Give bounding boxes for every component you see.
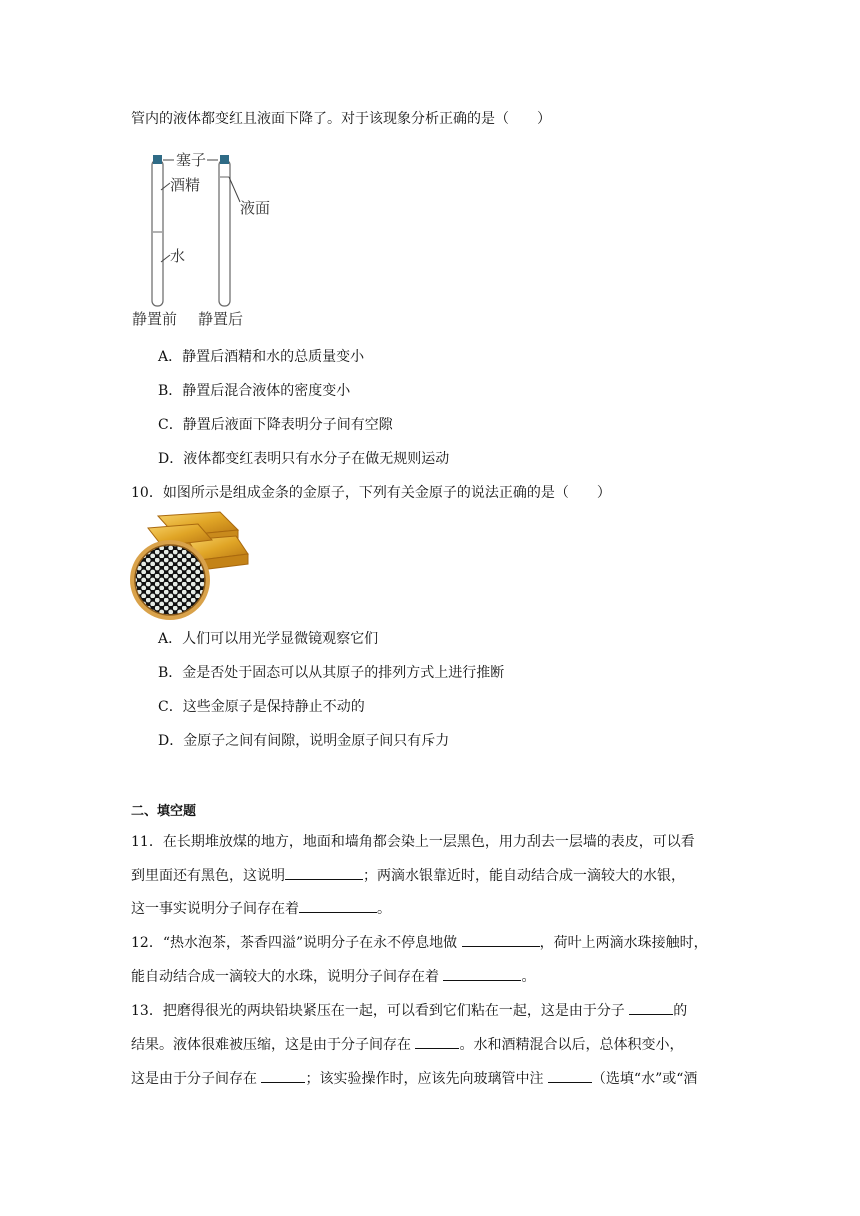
q9-option-b: B．静置后混合液体的密度变小 [158,383,351,399]
q10-stem: 10．如图所示是组成金条的金原子，下列有关金原子的说法正确的是（ ） [131,485,611,501]
q9-option-c: C．静置后液面下降表明分子间有空隙 [158,417,393,433]
gold-atoms-lens [135,545,205,615]
label-surface: 液面 [240,199,271,217]
q11-text: 。 [377,901,391,917]
q11-line2 [131,865,685,886]
q13-text: 的 [673,1003,688,1019]
q11-text: ；两滴水银靠近时，能自动结合成一滴较大的水银， [363,868,685,884]
tube-before [152,160,163,306]
section-title: 二、填空题 [131,804,197,819]
label-before: 静置前 [132,310,178,328]
q12-text: 。 [521,969,536,985]
tube-after [219,160,230,306]
q13-line2 [131,1034,683,1055]
label-stopper: 塞子 [176,151,207,169]
q10-option-d: D．金原子之间有间隙，说明金原子间只有斥力 [158,733,450,749]
q13-text: 这是由于分子间存在 [131,1071,262,1087]
answer-blank[interactable] [261,1068,305,1083]
q11-text: 到里面还有黑色，这说明 [131,868,285,884]
q12-text: ，荷叶上两滴水珠接触时， [539,935,708,951]
diffusion-tube-figure [128,150,288,332]
q13-text: 。水和酒精混合以后，总体积变小， [459,1037,684,1053]
gold-atoms-figure [128,510,252,622]
q12-text: 12．“热水泡茶，茶香四溢”说明分子在永不停息地做 [131,935,462,951]
q13-line3 [131,1068,697,1089]
q11-line3 [131,898,391,919]
answer-blank[interactable] [285,865,363,880]
q12-text: 能自动结合成一滴较大的水珠，说明分子间存在着 [131,969,444,985]
label-water: 水 [170,247,186,265]
q9-option-a: A．静置后酒精和水的总质量变小 [158,349,365,365]
q13-text: 13．把磨得很光的两块铅块紧压在一起，可以看到它们粘在一起，这是由于分子 [131,1003,630,1019]
label-alcohol: 酒精 [170,176,201,194]
answer-blank[interactable] [462,932,540,947]
q13-text: 结果。液体很难被压缩，这是由于分子间存在 [131,1037,416,1053]
q10-option-b: B．金是否处于固态可以从其原子的排列方式上进行推断 [158,665,505,681]
q10-option-a: A．人们可以用光学显微镜观察它们 [158,631,379,647]
stopper-after [220,155,229,164]
answer-blank[interactable] [443,966,521,981]
q10-option-c: C．这些金原子是保持静止不动的 [158,699,365,715]
answer-blank[interactable] [415,1034,459,1049]
q13-text: ；该实验操作时，应该先向玻璃管中注 [305,1071,548,1087]
q9-stem: 管内的液体都变红且液面下降了。对于该现象分析正确的是（ ） [131,111,551,127]
q13-line1 [131,1000,687,1021]
stopper-before [153,155,162,164]
q12-line1 [131,932,708,953]
answer-blank[interactable] [548,1068,592,1083]
q13-text: （选填“水”或“酒 [591,1071,698,1087]
q9-option-d: D．液体都变红表明只有水分子在做无规则运动 [158,451,450,467]
answer-blank[interactable] [299,898,377,913]
q11-text: 这一事实说明分子间存在着 [131,901,299,917]
q12-line2 [131,966,535,987]
label-after: 静置后 [198,310,244,328]
answer-blank[interactable] [629,1000,673,1015]
q11-line1: 11．在长期堆放煤的地方，地面和墙角都会染上一层黑色，用力刮去一层墙的表皮，可以看 [131,834,695,850]
